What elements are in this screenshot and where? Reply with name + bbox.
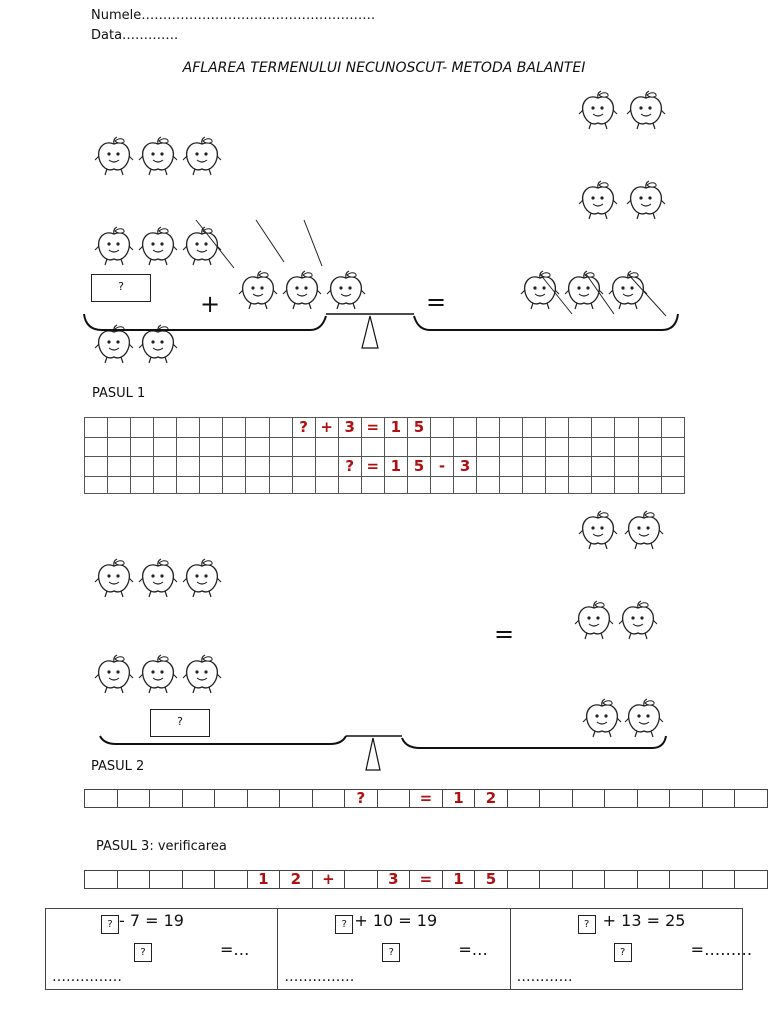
grid-cell [638,457,661,477]
grid-cell [154,457,177,477]
grid-cell [223,457,246,477]
grid-cell [430,418,453,438]
grid-cell [269,418,292,438]
step3-strip [84,870,768,889]
strip-cell [670,790,703,808]
grid-cell [500,418,523,438]
unknown-box: ? [614,943,632,962]
grid-cell [315,438,338,457]
answer-line: ………… [516,969,573,985]
grid-cell: ? [338,457,361,477]
strip-cell: 1 [442,790,475,808]
apple-icon [183,227,221,265]
balance-illustration-1 [0,80,768,380]
apple-icon [139,559,177,597]
strip-cell [702,871,735,889]
grid-cell [638,477,661,494]
grid-cell [131,438,154,457]
equals-sign-2: = [494,620,515,648]
apple-icon [327,271,365,309]
strip-cell [215,790,248,808]
strip-cell [507,790,540,808]
grid-cell [292,438,315,457]
apple-icon [239,271,277,309]
exercise-equation: + 13 = 25 [602,911,686,930]
strip-cell: 3 [377,871,410,889]
apple-icon [95,227,133,265]
unknown-box: ? [382,943,400,962]
grid-cell [430,438,453,457]
strip-cell [702,790,735,808]
grid-cell [200,438,223,457]
answer-line: …………… [52,969,122,985]
grid-cell [615,477,638,494]
strip-cell: 2 [475,790,508,808]
strip-cell: 1 [442,871,475,889]
strip-cell [345,871,378,889]
grid-cell [569,418,592,438]
grid-cell [384,438,407,457]
grid-cell [246,477,269,494]
grid-cell [223,438,246,457]
strip-cell [280,790,313,808]
strip-cell [735,790,768,808]
unknown-box: ? [101,915,119,934]
apple-icon [609,271,647,309]
grid-cell [177,438,200,457]
grid-cell [592,418,615,438]
strip-row [85,790,768,808]
grid-cell [177,418,200,438]
strip-cell [312,790,345,808]
grid-cell [246,418,269,438]
grid-cell [523,438,546,457]
strip-cell [85,790,118,808]
grid-cell [500,457,523,477]
grid-cell [246,457,269,477]
grid-cell [546,457,569,477]
strip-cell: = [410,790,443,808]
grid-cell [154,477,177,494]
grid-cell [85,457,108,477]
strip-cell [572,790,605,808]
strip-cell: = [410,871,443,889]
apple-icon [579,91,617,129]
grid-cell [569,457,592,477]
grid-cell [615,457,638,477]
strip-cell [215,871,248,889]
grid-row [85,457,685,477]
grid-cell [546,477,569,494]
grid-cell [407,438,430,457]
grid-cell [131,477,154,494]
strip-cell [117,790,150,808]
grid-cell [638,438,661,457]
grid-cell [315,457,338,477]
apple-icon [583,699,621,737]
grid-cell [177,457,200,477]
strip-cell: ? [345,790,378,808]
grid-cell [131,418,154,438]
grid-cell [200,477,223,494]
exercise-3 [511,909,753,989]
apple-icon [139,655,177,693]
name-line: Numele……………………………………………… [91,8,376,23]
grid-cell [338,477,361,494]
plus-sign: + [200,290,221,318]
apple-icon [183,655,221,693]
strip-cell [605,790,638,808]
grid-cell: 1 [384,457,407,477]
strip-cell [540,790,573,808]
step2-strip [84,789,768,808]
strip-cell [150,871,183,889]
grid-row [85,438,685,457]
grid-cell [108,457,131,477]
grid-cell [154,418,177,438]
apple-icon [95,655,133,693]
equals-sign: = [426,288,447,316]
apple-icon [139,227,177,265]
apple-icon [579,511,617,549]
exercise-equation: - 7 = 19 [119,911,184,930]
apple-icon [619,601,657,639]
strip-cell [572,871,605,889]
strip-cell [150,790,183,808]
grid-cell [361,477,384,494]
strip-cell [670,871,703,889]
grid-cell [292,457,315,477]
strip-cell [540,871,573,889]
grid-cell [269,438,292,457]
apple-icon [627,181,665,219]
grid-row [85,418,685,438]
grid-cell [661,477,684,494]
grid-cell: 3 [454,457,477,477]
strip-cell: + [312,871,345,889]
grid-cell [108,418,131,438]
grid-cell [246,438,269,457]
grid-row [85,477,685,494]
strip-cell: 1 [247,871,280,889]
exercise-2 [278,909,510,989]
step1-grid [84,417,685,494]
strip-cell: 2 [280,871,313,889]
grid-cell [292,477,315,494]
exercise-1 [46,909,278,989]
strip-cell [117,871,150,889]
grid-cell: ? [292,418,315,438]
unknown-box: ? [91,274,151,302]
grid-cell [569,438,592,457]
grid-cell [430,477,453,494]
grid-cell: + [315,418,338,438]
grid-cell [85,418,108,438]
grid-cell [523,418,546,438]
grid-cell [85,438,108,457]
grid-cell [361,438,384,457]
unknown-box: ? [134,943,152,962]
grid-cell [477,418,500,438]
strip-cell [637,871,670,889]
grid-cell [454,418,477,438]
apple-icon [579,181,617,219]
unknown-box-2: ? [150,709,210,737]
grid-cell [200,418,223,438]
balance-illustration-2 [0,500,768,780]
grid-cell [223,418,246,438]
strip-cell [85,871,118,889]
strip-cell [182,790,215,808]
apple-icon [139,137,177,175]
grid-cell [477,457,500,477]
grid-cell [454,477,477,494]
date-line: Data…………. [91,28,179,43]
apple-icon [625,699,663,737]
step2-label: PASUL 2 [91,759,145,774]
grid-cell [592,457,615,477]
grid-cell [223,477,246,494]
grid-cell: 5 [407,457,430,477]
apple-icon [95,137,133,175]
apple-icon [575,601,613,639]
strip-cell [377,790,410,808]
strip-cell [507,871,540,889]
apple-icon [183,559,221,597]
grid-cell [454,438,477,457]
apple-icon [627,91,665,129]
grid-cell [85,477,108,494]
strip-cell [605,871,638,889]
grid-cell [661,457,684,477]
grid-cell: = [361,418,384,438]
exercise-result: =… [458,940,488,959]
grid-cell [638,418,661,438]
exercise-table [45,908,753,990]
grid-cell [592,438,615,457]
grid-cell [661,438,684,457]
apple-icon [95,559,133,597]
page-title: AFLAREA TERMENULUI NECUNOSCUT- METODA BALANTEI [182,60,586,76]
grid-cell [477,438,500,457]
exercise-result: =……… [690,940,753,959]
grid-cell [384,477,407,494]
apple-icon [625,511,663,549]
grid-cell [131,457,154,477]
grid-cell [177,477,200,494]
strip-cell [735,871,768,889]
strip-row [85,871,768,889]
strip-cell [247,790,280,808]
grid-cell [661,418,684,438]
grid-cell [523,457,546,477]
grid-cell [500,477,523,494]
grid-cell [615,418,638,438]
grid-cell [615,438,638,457]
answer-line: …………… [284,969,355,985]
grid-cell: 1 [384,418,407,438]
exercise-equation: + 10 = 19 [354,911,438,930]
grid-cell: 3 [338,418,361,438]
grid-cell [338,438,361,457]
grid-cell: = [361,457,384,477]
grid-cell: - [430,457,453,477]
apple-icon [183,137,221,175]
grid-cell [500,438,523,457]
grid-cell [108,477,131,494]
unknown-box: ? [335,915,353,934]
strip-cell [637,790,670,808]
grid-cell [546,438,569,457]
grid-cell [108,438,131,457]
grid-cell [523,477,546,494]
apple-icon [283,271,321,309]
grid-cell [407,477,430,494]
grid-cell [569,477,592,494]
step1-label: PASUL 1 [92,386,146,401]
grid-cell [154,438,177,457]
grid-cell [315,477,338,494]
grid-cell [592,477,615,494]
strip-cell: 5 [475,871,508,889]
grid-cell [269,457,292,477]
unknown-box: ? [578,915,596,934]
grid-cell: 5 [407,418,430,438]
strip-cell [182,871,215,889]
step3-label: PASUL 3: verificarea [96,839,227,854]
grid-cell [546,418,569,438]
exercise-result: =… [220,940,250,959]
grid-cell [200,457,223,477]
grid-cell [269,477,292,494]
grid-cell [477,477,500,494]
